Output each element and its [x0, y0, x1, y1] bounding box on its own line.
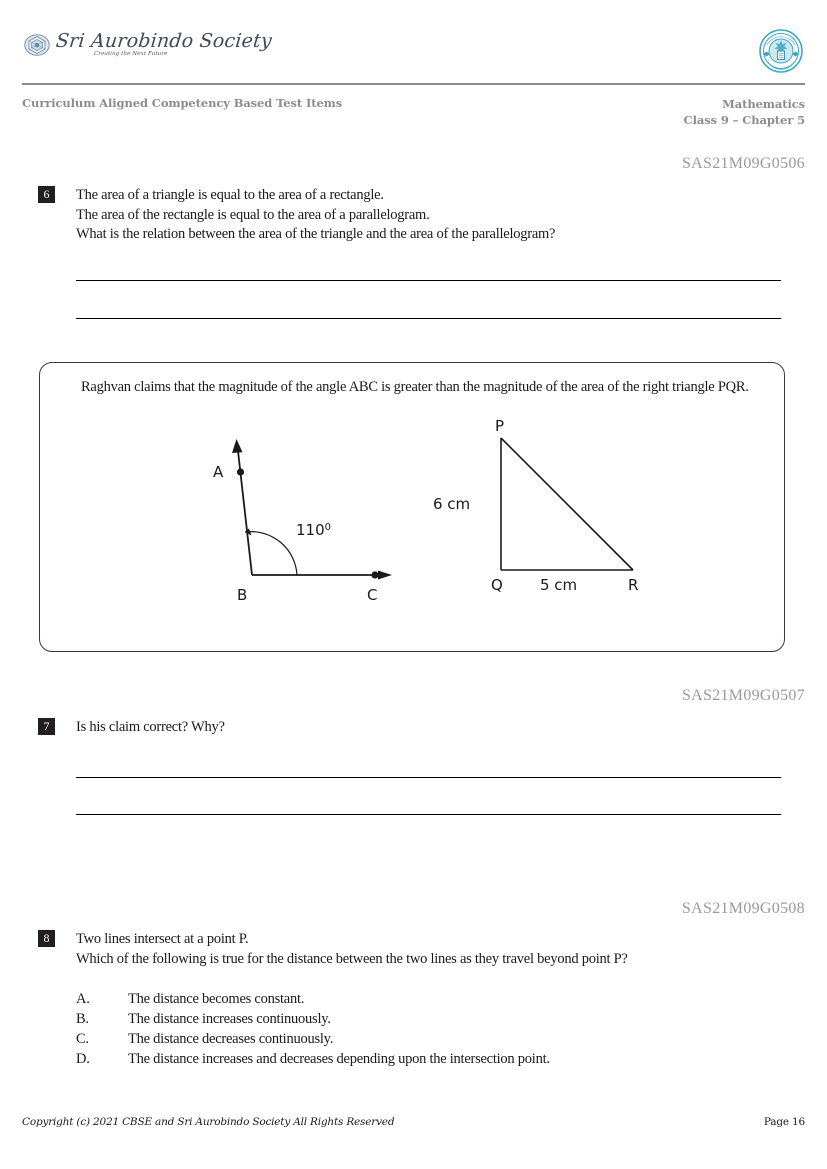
- question-number-8: 8: [38, 930, 55, 947]
- header-class-chapter: Class 9 – Chapter 5: [683, 113, 805, 127]
- angle-degree-symbol: 0: [324, 521, 332, 533]
- figure-caption: Raghvan claims that the magnitude of the angle ABC is greater than the magnitude of the area of the right triangle PQR.: [81, 379, 749, 395]
- triangle-label-R: R: [628, 576, 639, 594]
- triangle-label-Q: Q: [491, 576, 503, 594]
- question-number-7: 7: [38, 718, 55, 735]
- triangle-label-P: P: [495, 417, 505, 435]
- header-divider: [22, 83, 805, 85]
- org-logo-tagline: Creating the Next Future: [93, 51, 168, 57]
- right-triangle-pqr-diagram: [423, 413, 653, 618]
- option-a-text: The distance becomes constant.: [128, 991, 305, 1007]
- option-d-text: The distance increases and decreases depending upon the intersection point.: [128, 1051, 550, 1067]
- question-6-line-2: The area of the rectangle is equal to the area of a parallelogram.: [76, 206, 430, 223]
- question-8-line-1: Two lines intersect at a point P.: [76, 931, 249, 947]
- angle-abc-diagram: [185, 425, 400, 615]
- option-c-text: The distance decreases continuously.: [128, 1031, 334, 1047]
- question-text-8: [76, 930, 776, 969]
- header-subject: Mathematics: [722, 97, 805, 111]
- org-logo: [24, 32, 272, 58]
- question-6-line-3: What is the relation between the area of the triangle and the area of the parallelogram?: [76, 226, 556, 242]
- figure-box: [39, 362, 785, 652]
- answer-line-q6-2[interactable]: [76, 318, 781, 319]
- question-8-line-2: Which of the following is true for the distance between the two lines as they travel beyond point P?: [76, 950, 628, 967]
- option-c-letter: C.: [76, 1031, 89, 1047]
- angle-measure-label: [296, 521, 331, 539]
- question-7-line-1: Is his claim correct? Why?: [76, 719, 225, 735]
- sri-aurobindo-society-lotus-mark-icon: [24, 34, 50, 56]
- angle-label-A: A: [213, 463, 224, 481]
- option-a-letter: A.: [76, 991, 90, 1007]
- item-code-q6: SAS21M09G0506: [681, 155, 805, 172]
- footer-page-number: Page 16: [763, 1116, 805, 1128]
- answer-line-q6-1[interactable]: [76, 280, 781, 281]
- question-text-6: [76, 186, 776, 245]
- triangle-height-label: 6 cm: [433, 495, 471, 513]
- option-b-text: The distance increases continuously.: [128, 1011, 331, 1027]
- question-text-7: [76, 718, 776, 738]
- org-logo-wordmark: Sri Aurobindo Society: [54, 30, 274, 52]
- header-banner-title: Curriculum Aligned Competency Based Test Items: [22, 96, 343, 110]
- angle-label-C: C: [367, 586, 378, 604]
- header-subject-block: [684, 96, 805, 128]
- footer-copyright: Copyright (c) 2021 CBSE and Sri Aurobindo Society All Rights Reserved: [22, 1116, 395, 1128]
- org-logo-text-block: [56, 32, 272, 58]
- item-code-q7: SAS21M09G0507: [681, 687, 805, 704]
- question-number-6: 6: [38, 186, 55, 203]
- item-code-q8: SAS21M09G0508: [681, 900, 805, 917]
- cbse-emblem-icon: [757, 27, 805, 75]
- angle-label-B: B: [237, 586, 248, 604]
- question-6-line-1: The area of a triangle is equal to the area of a rectangle.: [76, 187, 384, 203]
- answer-line-q7-2[interactable]: [76, 814, 781, 815]
- angle-measure-value: 110: [296, 521, 325, 539]
- answer-line-q7-1[interactable]: [76, 777, 781, 778]
- triangle-base-label: 5 cm: [540, 576, 578, 594]
- option-d-letter: D.: [76, 1051, 90, 1067]
- option-b-letter: B.: [76, 1011, 89, 1027]
